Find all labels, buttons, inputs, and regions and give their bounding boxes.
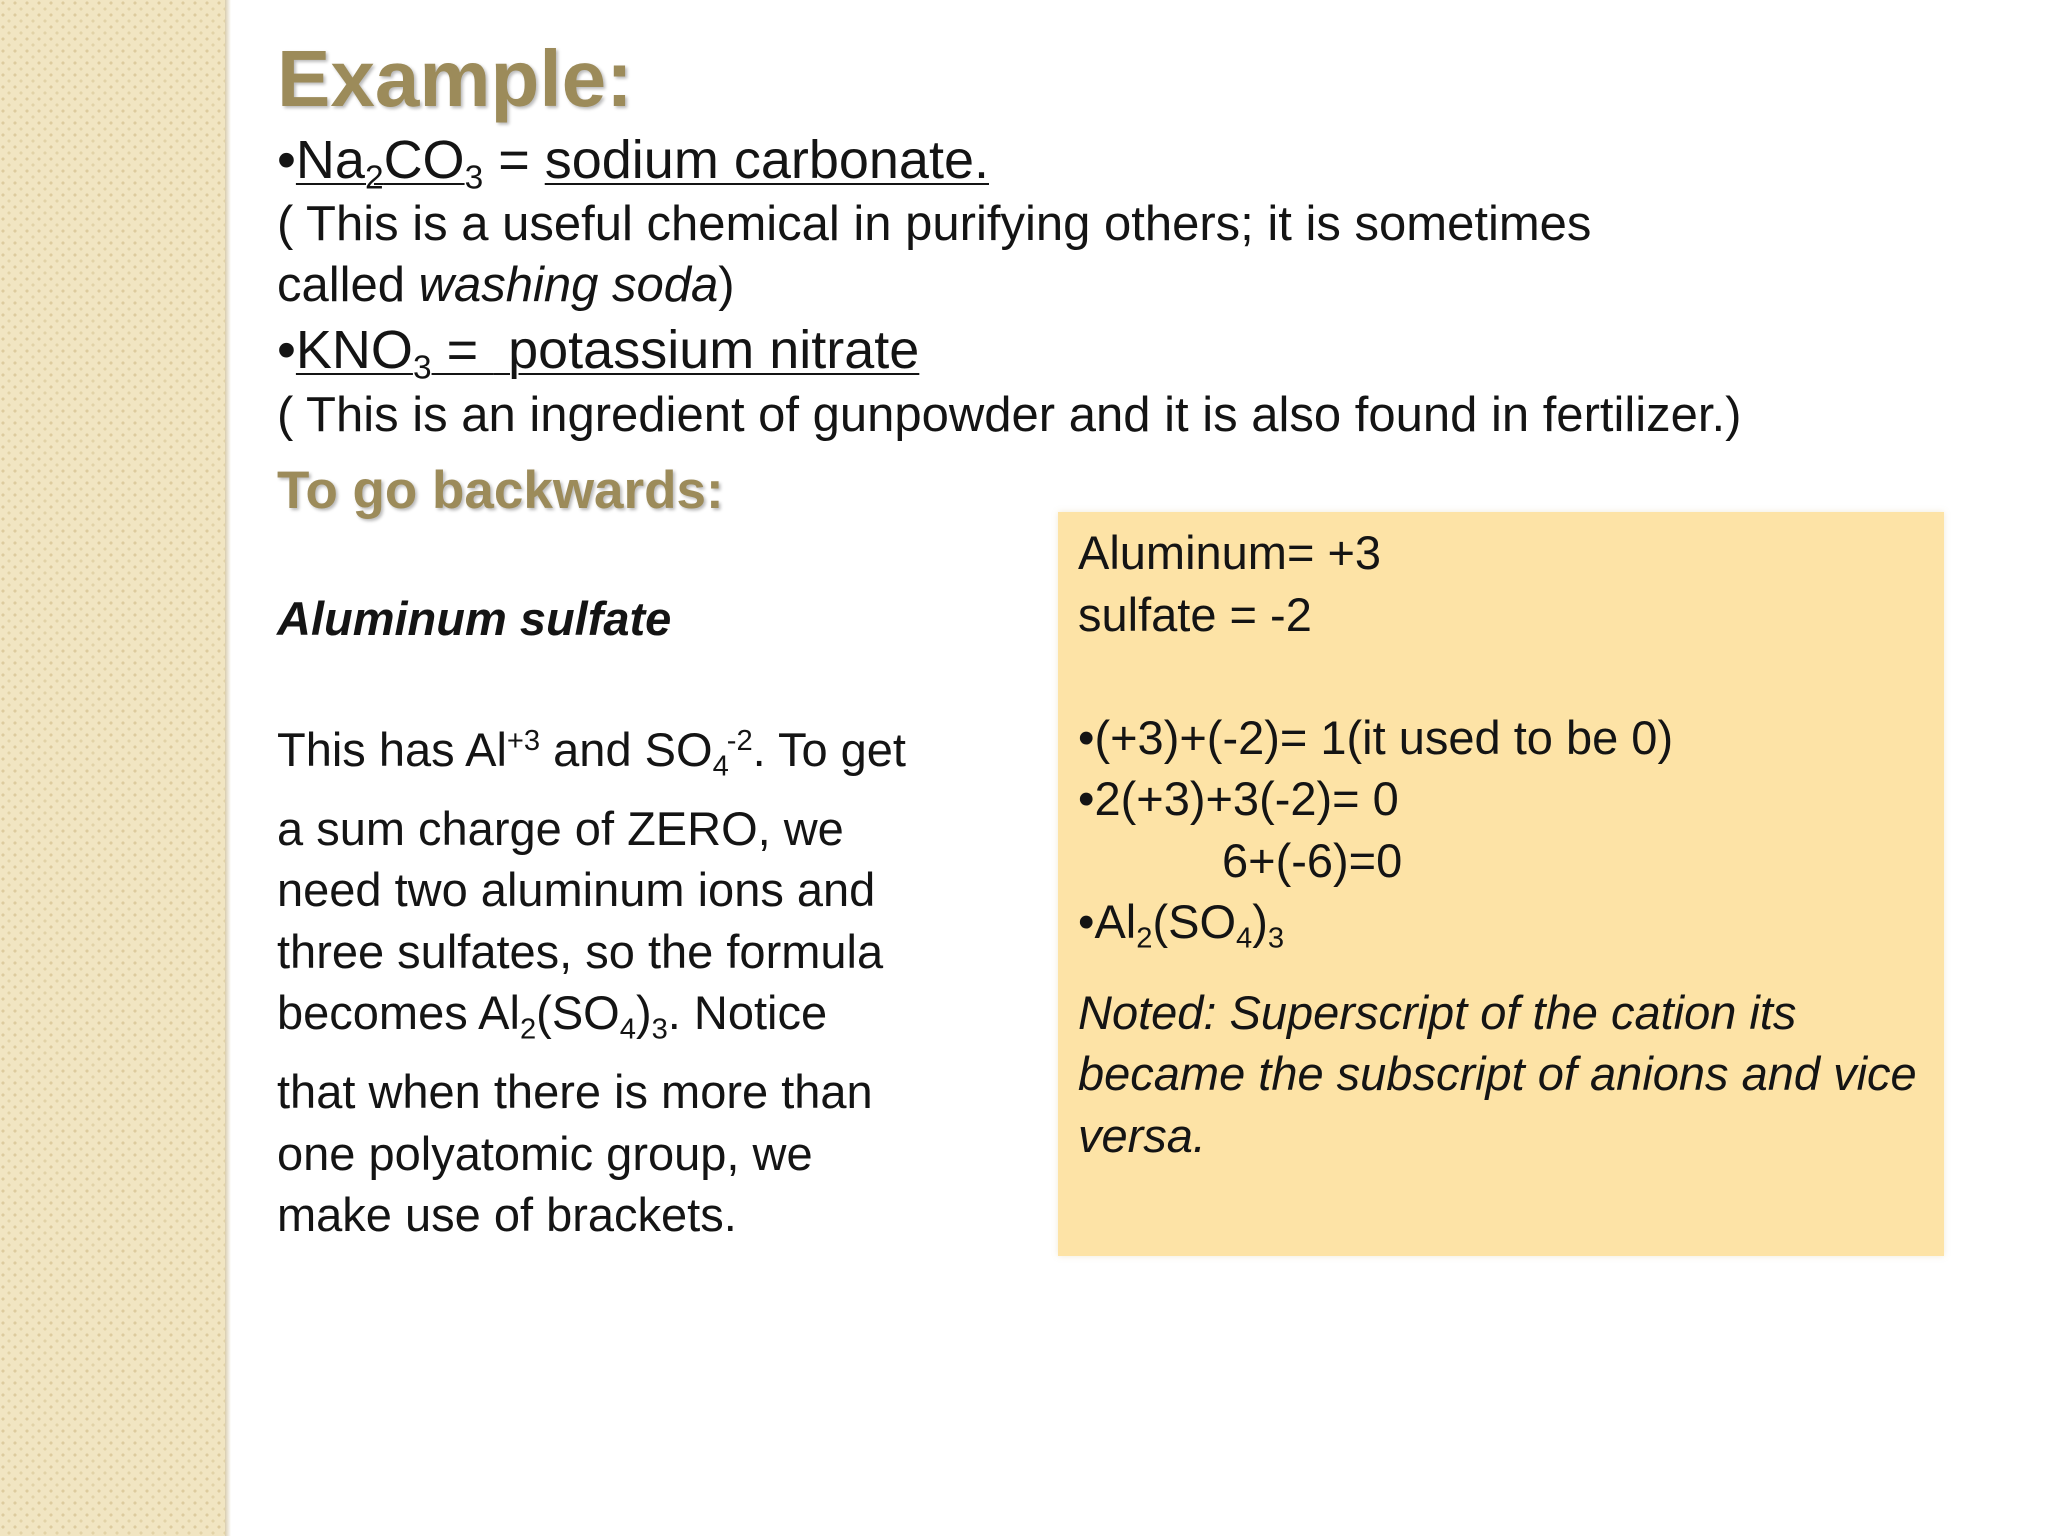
bullet: • (277, 130, 296, 190)
formula-na2co3: $Na_2CO_3$ (295, 130, 484, 197)
compound-name-aluminum-sulfate: Aluminum sulfate (277, 592, 672, 645)
equals-sign: = (483, 130, 545, 190)
decorative-side-strip (0, 0, 225, 1536)
final-formula: $•Al_2(SO_4)_3$ (1078, 895, 1285, 955)
aluminum-charge: Aluminum= +3 (1078, 526, 1382, 579)
formula-kno3: $KNO_3$ = (295, 320, 494, 387)
example2-note: ( This is an ingredient of gunpowder and it is also found in fertilizer.) (277, 388, 1742, 442)
slide-title: Example: (277, 34, 633, 123)
calculation-box (1058, 512, 1944, 1256)
noted-rule: Noted: Superscript of the cation its became the subscript of anions and vice versa. (1078, 985, 1917, 1162)
balanced-calc: 6+(-6)=0 (1222, 833, 1403, 887)
section-heading-backwards: To go backwards: (277, 461, 724, 520)
example1-note-line1: ( This is a useful chemical in purifying others; it is sometimes (277, 197, 1592, 251)
example1-note-line2: called washing soda) (277, 258, 735, 312)
bullet: • (277, 320, 296, 380)
explanation-paragraph: This has $Al^{+3}$ and $SO_4^{-2}$. To get a sum charge of ZERO, we need two aluminum ions and three sulfates, so the formula becomes $Al_2(SO_4)_3$. Notice that when there is more than one polyatomic group, we make use of brackets. (277, 723, 906, 1242)
blank-line (1078, 645, 1918, 707)
compound-name-potassium-nitrate: potassium nitrate (493, 320, 920, 380)
balanced-sum-bullet: •2(+3)+3(-2)= 0 (1078, 772, 1399, 825)
backwards-explanation (277, 588, 917, 1246)
charge-sum-bullet: •(+3)+(-2)= 1(it used to be 0) (1078, 710, 1674, 764)
compound-name-sodium-carbonate: sodium carbonate. (544, 130, 989, 190)
sulfate-charge: sulfate = -2 (1078, 587, 1312, 641)
washing-soda-term: washing soda (418, 258, 719, 312)
side-strip-edge (225, 0, 231, 1536)
